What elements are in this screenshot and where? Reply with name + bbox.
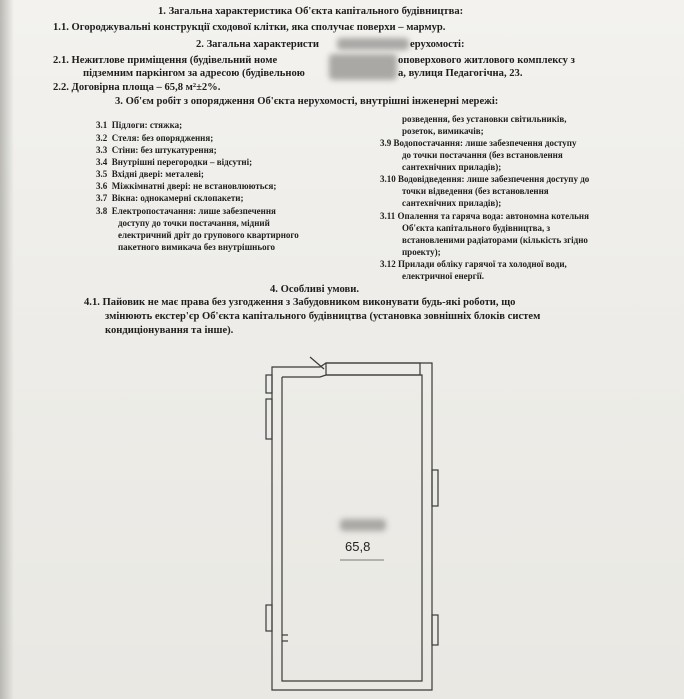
redaction-blur <box>340 519 386 531</box>
section-3-heading: 3. Об'єм робіт з опорядження Об'єкта нерухомості, внутрішні інженерні мережі: <box>115 96 499 107</box>
item-text: Електропостачання: лише забезпечення <box>111 206 276 216</box>
paragraph-2-1-line-2a: підземним паркінгом за адресою (будівельною <box>83 68 305 79</box>
item-number: 3.7 <box>96 193 108 203</box>
section-2-heading-tail: ерухомості: <box>410 39 465 50</box>
item-number: 3.3 <box>96 145 108 155</box>
right-line-4: до точки постачання (без встановлення <box>402 150 563 160</box>
section-2-heading: 2. Загальна характеристи <box>196 39 319 50</box>
right-line-2: розеток, вимикачів; <box>402 126 484 136</box>
item-number: 3.4 <box>96 157 108 167</box>
right-line-12: проекту); <box>402 247 441 257</box>
redaction-blur <box>329 54 397 80</box>
paragraph-4-1-line-1: 4.1. Пайовик не має права без узгодження з Забудовником виконувати будь-які роботи, що <box>84 297 516 308</box>
item-text: Міжкімнатні двері: не встановлюються; <box>111 181 277 191</box>
item-3-2 <box>96 133 213 144</box>
right-line-11: встановленими радіаторами (кількість згідно <box>402 235 588 245</box>
paragraph-2-1-line-1a: 2.1. Нежитлове приміщення (будівельний номе <box>53 55 278 66</box>
item-text: Стеля: без опорядження; <box>111 133 214 143</box>
item-3-1 <box>96 120 182 131</box>
item-3-7 <box>96 193 243 204</box>
item-number: 3.5 <box>96 169 108 179</box>
item-3-5 <box>96 169 204 180</box>
item-3-8-cont-2: електричний дріт до групового квартирного <box>118 230 299 240</box>
paragraph-4-1-line-2: змінюють екстер'єр Об'єкта капітального будівництва (установка зовнішніх блоків систем <box>105 311 541 322</box>
paragraph-2-1-line-2b: а, вулиця Педагогічна, 23. <box>398 68 523 79</box>
right-line-13: 3.12 Прилади обліку гарячої та холодної води, <box>380 259 567 269</box>
item-number: 3.6 <box>96 181 108 191</box>
item-3-8-cont-1: доступу до точки постачання, мідний <box>118 218 270 228</box>
section-4-heading: 4. Особливі умови. <box>270 284 359 295</box>
area-label: 65,8 <box>345 539 371 554</box>
right-line-14: електричної енергії. <box>402 271 484 281</box>
paragraph-2-2: 2.2. Договірна площа – 65,8 м²±2%. <box>53 82 221 93</box>
item-number: 3.2 <box>96 133 108 143</box>
right-line-9: 3.11 Опалення та гаряча вода: автономна котельня <box>380 211 589 221</box>
section-1-heading: 1. Загальна характеристика Об'єкта капітального будівництва: <box>158 6 464 17</box>
item-3-8-cont-3: пакетного вимикача без внутрішнього <box>118 242 275 252</box>
right-line-1: розведення, без установки світильників, <box>402 114 567 124</box>
item-text: Вікна: однокамерні склопакети; <box>111 193 244 203</box>
right-line-3: 3.9 Водопостачання: лише забезпечення доступу <box>380 138 577 148</box>
item-3-3 <box>96 145 217 156</box>
item-3-6 <box>96 181 276 192</box>
item-number: 3.8 <box>96 206 108 216</box>
paragraph-4-1-line-3: кондиціонування та інше). <box>105 325 234 336</box>
paragraph-1-1: 1.1. Огороджувальні конструкції сходової клітки, яка сполучає поверхи – мармур. <box>53 22 446 33</box>
right-line-5: сантехнічних приладів); <box>402 162 502 172</box>
paragraph-2-1-line-1b: оповерхового житлового комплексу з <box>398 55 575 66</box>
page-edge-shadow <box>0 0 14 699</box>
item-text: Вхідні двері: металеві; <box>111 169 204 179</box>
item-text: Підлоги: стяжка; <box>111 120 183 130</box>
item-number: 3.1 <box>96 120 108 130</box>
right-line-7: точки відведення (без встановлення <box>402 186 549 196</box>
right-line-6: 3.10 Водовідведення: лише забезпечення доступу до <box>380 174 590 184</box>
item-text: Внутрішні перегородки – відсутні; <box>111 157 253 167</box>
item-3-8 <box>96 206 276 217</box>
right-line-8: сантехнічних приладів); <box>402 198 502 208</box>
redaction-blur <box>337 38 409 50</box>
item-text: Стіни: без штукатурення; <box>111 145 217 155</box>
right-line-10: Об'єкта капітального будівництва, з <box>402 223 551 233</box>
item-3-4 <box>96 157 252 168</box>
